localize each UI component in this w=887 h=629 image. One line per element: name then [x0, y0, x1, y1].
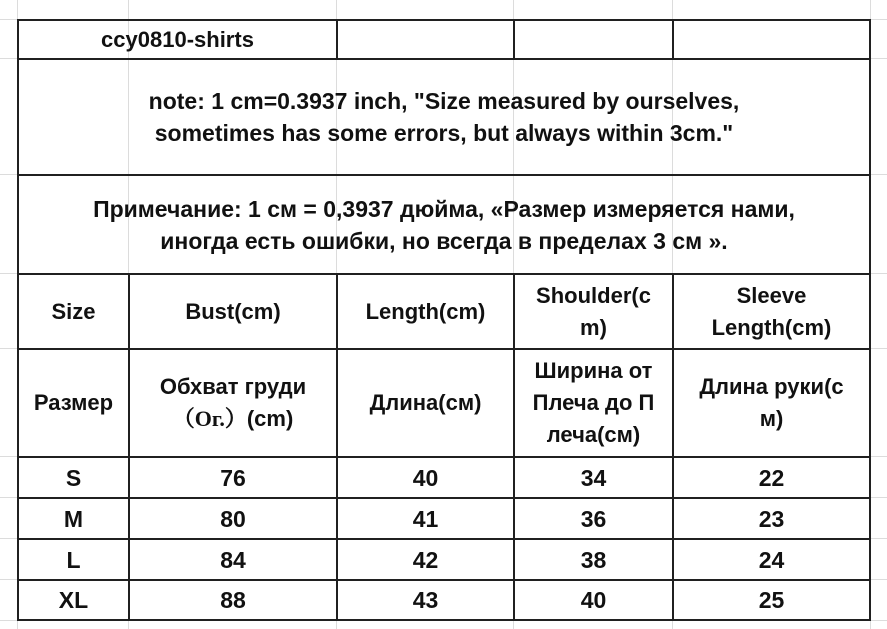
note-english[interactable]: [19, 60, 869, 174]
header-ru-bust[interactable]: [130, 350, 336, 456]
row-xl-size[interactable]: XL: [58, 587, 89, 613]
row-s-bust[interactable]: 76: [220, 464, 246, 491]
row-m-sleeve[interactable]: 23: [758, 505, 785, 532]
row-m-size[interactable]: M: [63, 505, 84, 532]
header-ru-bust-abbrev: （Ог.）: [172, 406, 247, 431]
header-bust[interactable]: Bust(cm): [185, 298, 281, 324]
row-l-shoulder[interactable]: 38: [580, 546, 607, 573]
note-russian-line-2: иногда есть ошибки, но всегда в пределах 3 см ».: [160, 227, 728, 254]
header-ru-bust-line-2: [173, 403, 294, 435]
row-s-length[interactable]: 40: [412, 464, 439, 491]
header-sleeve-length[interactable]: Sleeve Length(cm): [711, 282, 832, 340]
row-s-sleeve[interactable]: 22: [758, 464, 785, 491]
header-ru-bust-unit: (cm): [246, 406, 294, 431]
row-s-size[interactable]: S: [65, 464, 82, 491]
row-xl-length[interactable]: 43: [412, 587, 439, 613]
row-m-length[interactable]: 41: [412, 505, 439, 532]
note-english-line-1: note: 1 cm=0.3937 inch, "Size measured by ourselves,: [148, 88, 740, 114]
header-ru-length[interactable]: Длина(см): [369, 390, 482, 415]
note-russian-line-1: Примечание: 1 см = 0,3937 дюйма, «Размер измеряется нами,: [93, 195, 795, 222]
header-ru-size[interactable]: Размер: [33, 390, 114, 415]
row-l-sleeve[interactable]: 24: [758, 546, 785, 573]
row-xl-shoulder[interactable]: 40: [580, 587, 607, 613]
row-m-shoulder[interactable]: 36: [580, 505, 607, 532]
note-english-line-2: sometimes has some errors, but always within 3cm.": [154, 120, 734, 146]
row-m-bust[interactable]: 80: [220, 505, 246, 532]
header-shoulder[interactable]: Shoulder(c m): [536, 282, 651, 340]
header-length[interactable]: Length(cm): [365, 298, 486, 324]
row-xl-sleeve[interactable]: 25: [758, 587, 785, 613]
header-size[interactable]: Size: [51, 298, 96, 324]
header-ru-bust-line-1: Обхват груди: [159, 374, 307, 399]
row-l-size[interactable]: L: [66, 546, 81, 573]
header-ru-sleeve[interactable]: Длина руки(с м): [699, 374, 844, 431]
header-ru-shoulder[interactable]: Ширина от Плеча до П леча(см): [532, 358, 655, 447]
sheet-title[interactable]: ccy0810-shirts: [101, 26, 254, 52]
row-l-length[interactable]: 42: [412, 546, 439, 573]
note-russian[interactable]: [19, 176, 869, 273]
row-s-shoulder[interactable]: 34: [580, 464, 607, 491]
row-xl-bust[interactable]: 88: [220, 587, 246, 613]
row-l-bust[interactable]: 84: [220, 546, 246, 573]
